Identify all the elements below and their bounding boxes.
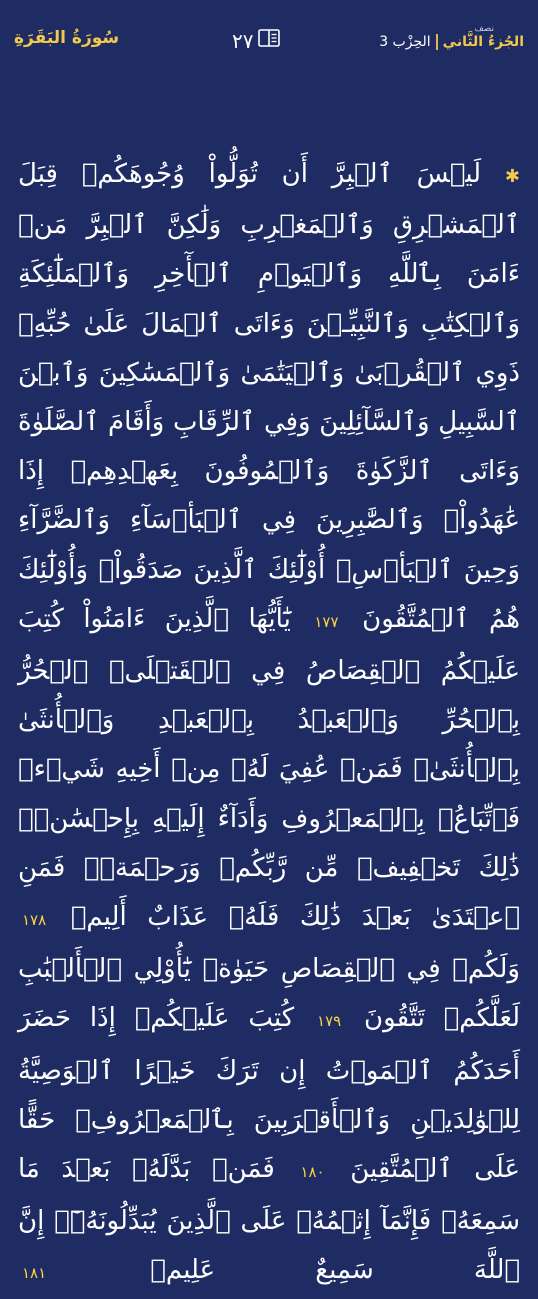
juz-line	[379, 34, 524, 50]
hizb-fraction-label: نصف	[474, 24, 494, 34]
juz-label: الجُزءُ الثَّاني	[442, 34, 524, 50]
ayah-number-marker: ١٧٨	[22, 911, 47, 930]
ayah-text[interactable]: وَلَكُمۡ فِي ٱلۡقِصَاصِ حَيَوٰةٞ يَٰٓأُوْلِي ٱلۡأَلۡبَٰبِ لَعَلَّكُمۡ تَتَّقُونَ	[18, 954, 520, 1034]
surah-name: سُورَةُ البَقَرَةِ	[14, 28, 120, 48]
page-header	[0, 0, 538, 92]
quran-text[interactable]	[18, 150, 520, 1299]
ayah-text[interactable]: يَٰٓأَيُّهَا ٱلَّذِينَ ءَامَنُواْ كُتِبَ عَلَيۡكُمُ ٱلۡقِصَاصُ فِي ٱلۡقَتۡلَىۖ ٱلۡحُرُّ بِٱلۡحُرِّ وَٱلۡعَبۡدُ بِٱلۡعَبۡدِ وَٱلۡأُنثَىٰ بِٱلۡأُنثَىٰۚ فَمَنۡ عُفِيَ لَهُۥ مِنۡ أَخِيهِ شَيۡءٞ فَٱتِّبَاعُۢ بِٱلۡمَعۡرُوفِ وَأَدَآءٌ إِلَيۡهِ بِإِحۡسَٰنٖۗ ذَٰلِكَ تَخۡفِيفٞ مِّن رَّبِّكُمۡ وَرَحۡمَةٞۗ فَمَنِ ٱعۡتَدَىٰ بَعۡدَ ذَٰلِكَ فَلَهُۥ عَذَابٌ أَلِيمٞ	[18, 603, 521, 933]
ayah-number-marker: ١٧٩	[317, 1012, 342, 1031]
ayah-text[interactable]: لَيۡسَ ٱلۡبِرَّ أَن تُوَلُّواْ وُجُوهَكُمۡ قِبَلَ ٱلۡمَشۡرِقِ وَٱلۡمَغۡرِبِ وَلَٰكِنَّ ٱلۡبِرَّ مَنۡ ءَامَنَ بِٱللَّهِ وَٱلۡيَوۡمِ ٱلۡأٓخِرِ وَٱلۡمَلَٰٓئِكَةِ وَٱلۡكِتَٰبِ وَٱلنَّبِيِّـۧنَ وَءَاتَى ٱلۡمَالَ عَلَىٰ حُبِّهِۦ ذَوِي ٱلۡقُرۡبَىٰ وَٱلۡيَتَٰمَىٰ وَٱلۡمَسَٰكِينَ وَٱبۡنَ ٱلسَّبِيلِ وَٱلسَّآئِلِينَ وَفِي ٱلرِّقَابِ وَأَقَامَ ٱلصَّلَوٰةَ وَءَاتَى ٱلزَّكَوٰةَ وَٱلۡمُوفُونَ بِعَهۡدِهِمۡ إِذَا عَٰهَدُواْۖ وَٱلصَّٰبِرِينَ فِي ٱلۡبَأۡسَآءِ وَٱلضَّرَّآءِ وَحِينَ ٱلۡبَأۡسِۗ أُوْلَٰٓئِكَ ٱلَّذِينَ صَدَقُواْۖ وَأُوْلَٰٓئِكَ هُمُ ٱلۡمُتَّقُونَ	[18, 159, 520, 634]
ayah-number-marker: ١٨٠	[300, 1163, 325, 1182]
hizb-label: الحِزْب 3	[379, 34, 431, 50]
juz-group	[379, 24, 524, 50]
juz-hizb-indicator[interactable]	[379, 24, 524, 50]
ayah-number-marker: ١٨١	[22, 1264, 47, 1283]
ayah-number-marker: ١٧٧	[314, 612, 339, 631]
page-number-indicator[interactable]	[232, 28, 280, 53]
ayah-text[interactable]: فَمَنۢ بَدَّلَهُۥ بَعۡدَ مَا سَمِعَهُۥ فَإِنَّمَآ إِثۡمُهُۥ عَلَى ٱلَّذِينَ يُبَدِّلُونَهُۥٓۚ إِنَّ ٱللَّهَ سَمِيعٌ عَلِيمٞ	[18, 1154, 520, 1286]
surah-title[interactable]	[14, 28, 119, 48]
rub-el-hizb-star-icon: ✱	[504, 166, 520, 187]
page-number: ٢٧	[232, 28, 254, 53]
ayah-text[interactable]: كُتِبَ عَلَيۡكُمۡ إِذَا حَضَرَ أَحَدَكُمُ ٱلۡمَوۡتُ إِن تَرَكَ خَيۡرًا ٱلۡوَصِيَّةُ لِلۡوَٰلِدَيۡنِ وَٱلۡأَقۡرَبِينَ بِٱلۡمَعۡرُوفِۖ حَقًّا عَلَى ٱلۡمُتَّقِينَ	[18, 1003, 521, 1185]
divider	[436, 34, 438, 50]
book-icon	[258, 28, 280, 53]
